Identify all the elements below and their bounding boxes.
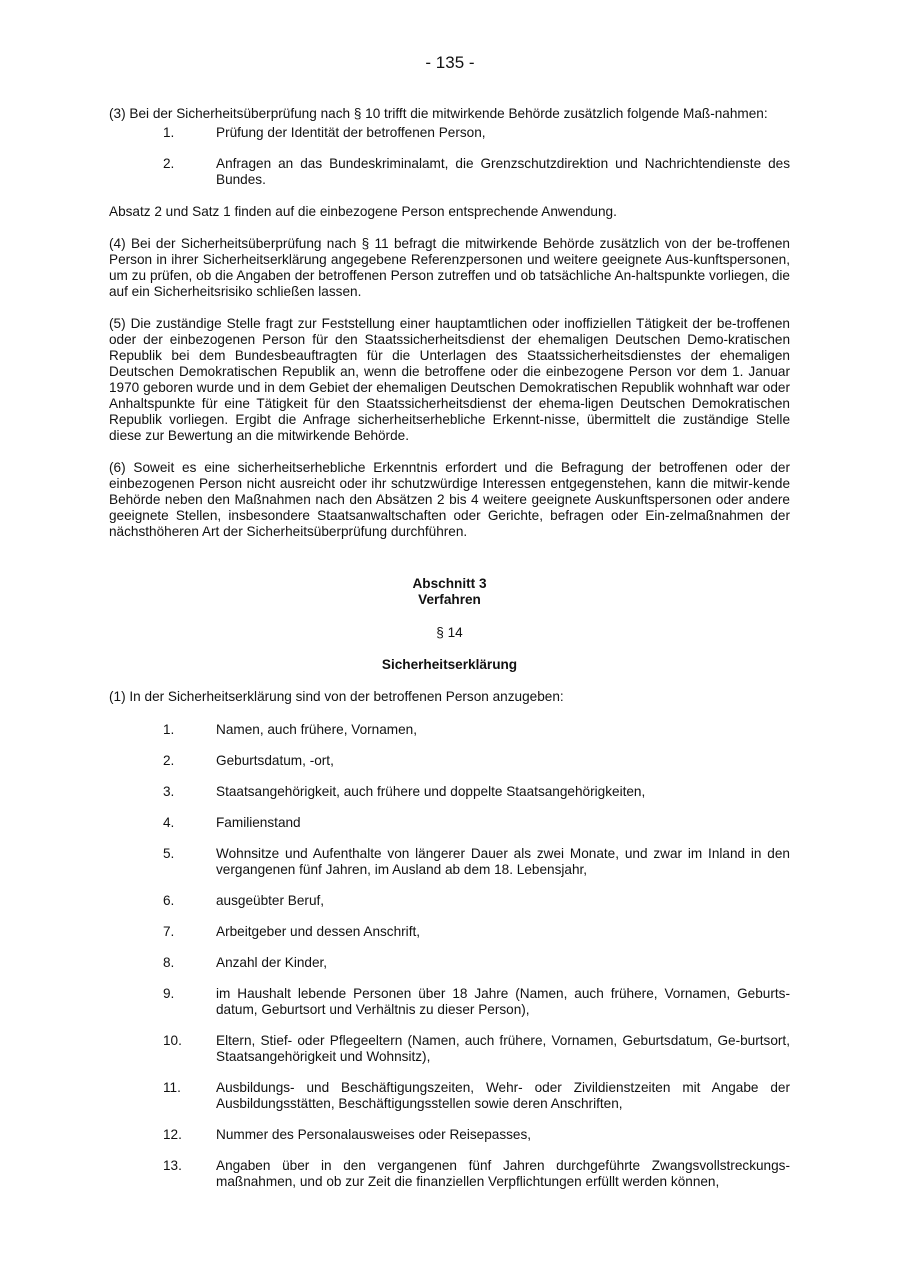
list-item-number: 11. — [163, 1080, 181, 1095]
section-title: Verfahren — [418, 592, 481, 607]
list-item-number: 1. — [163, 125, 175, 140]
list-item-text: Angaben über in den vergangenen fünf Jahren durchgeführte Zwangsvollstreckungs-maßnahmen, und ob zur Zeit die finanziellen Verpflichtungen erfüllt werden können, — [216, 1158, 790, 1189]
list-item-text: Eltern, Stief- oder Pflegeeltern (Namen, auch frühere, Vornamen, Geburtsdatum, Ge-burtsort, Staatsangehörigkeit und Wohnsitz), — [216, 1033, 790, 1064]
list-item-text: Anzahl der Kinder, — [216, 955, 328, 970]
list-item — [109, 753, 790, 769]
paragraph-5: (5) Die zuständige Stelle fragt zur Feststellung einer hauptamtlichen oder inoffiziellen Tätigkeit der be-troffenen oder der einbezogenen Person für den Staatssicherheitsdienst der ehemaligen Deutschen Demo-kratischen Republik bei dem Bundesbeauftragten für die Unterlagen des Staatssicherheitsdienstes der ehemaligen Deutschen Demokratischen Republik an, wenn die betroffene oder die einbezogene Person vor dem 1. Januar 1970 geboren wurde und in dem Gebiet der ehemaligen Deutschen Demokratischen Republik wohnhaft war oder Anhaltspunkte für eine Tätigkeit für den Staatssicherheitsdienst der ehema-ligen Deutschen Demokratischen Republik vorliegen. Ergibt die Anfrage sicherheitserhebliche Erkennt-nisse, übermittelt die zuständige Stelle diese zur Bewertung an die mitwirkende Behörde. — [109, 316, 790, 443]
list-item — [109, 722, 790, 738]
paragraph-14-1-list — [109, 722, 790, 1190]
page-content — [109, 106, 790, 1205]
list-item — [109, 986, 790, 1018]
paragraph-3-closing: Absatz 2 und Satz 1 finden auf die einbezogene Person entsprechende Anwendung. — [109, 204, 617, 219]
list-item-number: 6. — [163, 893, 175, 908]
list-item — [109, 784, 790, 800]
list-item-text: Wohnsitze und Aufenthalte von längerer Dauer als zwei Monate, und zwar im Inland in den vergangenen fünf Jahren, im Ausland ab dem 18. Lebensjahr, — [216, 846, 790, 877]
list-item-text: ausgeübter Beruf, — [216, 893, 325, 908]
list-item-text: Geburtsdatum, -ort, — [216, 753, 334, 768]
page-number: - 135 - — [425, 53, 475, 72]
list-item — [109, 1127, 790, 1143]
section-number: Abschnitt 3 — [412, 576, 487, 591]
paragraph-3-intro: (3) Bei der Sicherheitsüberprüfung nach § 10 trifft die mitwirkende Behörde zusätzlich folgende Maß-nahmen: — [109, 106, 768, 121]
list-item — [109, 924, 790, 940]
list-item-text: Familienstand — [216, 815, 301, 830]
list-item-number: 2. — [163, 753, 175, 768]
list-item — [109, 955, 790, 971]
list-item-number: 9. — [163, 986, 175, 1001]
list-item-text: Arbeitgeber und dessen Anschrift, — [216, 924, 421, 939]
list-item-number: 4. — [163, 815, 175, 830]
list-item-number: 7. — [163, 924, 175, 939]
list-item-text: Anfragen an das Bundeskriminalamt, die Grenzschutzdirektion und Nachrichtendienste des Bundes. — [216, 156, 790, 187]
paragraph-6: (6) Soweit es eine sicherheitserhebliche Erkenntnis erfordert und die Befragung der betroffenen oder der einbezogenen Person nicht ausreicht oder ihr schutzwürdige Interessen entgegenstehen, kann die mitwir-kende Behörde neben den Maßnahmen nach den Absätzen 2 bis 4 weitere geeignete Auskunftspersonen oder andere geeignete Stellen, insbesondere Staatsanwaltschaften oder Gerichte, befragen oder Ein-zelmaßnahmen der nächsthöheren Art der Sicherheitsüberprüfung durchführen. — [109, 460, 790, 539]
paragraph-title: Sicherheitserklärung — [381, 657, 518, 672]
list-item-number: 12. — [163, 1127, 182, 1142]
list-item-text: Namen, auch frühere, Vornamen, — [216, 722, 417, 737]
list-item-number: 5. — [163, 846, 175, 861]
section-heading — [109, 576, 790, 608]
list-item-text: Staatsangehörigkeit, auch frühere und doppelte Staatsangehörigkeiten, — [216, 784, 646, 799]
list-item-text: Nummer des Personalausweises oder Reisepasses, — [216, 1127, 532, 1142]
paragraph-4: (4) Bei der Sicherheitsüberprüfung nach § 11 befragt die mitwirkende Behörde zusätzlich von der be-troffenen Person in ihrer Sicherheitserklärung angegebene Referenzpersonen und weitere geeignete Aus-kunftspersonen, um zu prüfen, ob die Angaben der betroffenen Person zutreffen und ob tatsächliche An-haltspunkte vorliegen, die auf ein Sicherheitsrisiko schließen lassen. — [109, 236, 790, 299]
list-item-number: 1. — [163, 722, 175, 737]
list-item — [109, 1033, 790, 1065]
list-item — [109, 893, 790, 909]
list-item-text: im Haushalt lebende Personen über 18 Jahre (Namen, auch frühere, Vornamen, Geburts-datum, Geburtsort und Verhältnis zu dieser Person), — [216, 986, 790, 1017]
list-item — [109, 1158, 790, 1190]
list-item-number: 13. — [163, 1158, 182, 1173]
list-item — [109, 1080, 790, 1112]
list-item — [109, 846, 790, 878]
paragraph-14-1-intro: (1) In der Sicherheitserklärung sind von der betroffenen Person anzugeben: — [109, 689, 564, 704]
list-item — [109, 815, 790, 831]
list-item-number: 8. — [163, 955, 175, 970]
list-item-number: 2. — [163, 156, 175, 171]
list-item-text: Prüfung der Identität der betroffenen Person, — [216, 125, 486, 140]
paragraph-3-list — [109, 125, 790, 188]
list-item-number: 3. — [163, 784, 175, 799]
list-item-number: 10. — [163, 1033, 182, 1048]
list-item-text: Ausbildungs- und Beschäftigungszeiten, Wehr- oder Zivildienstzeiten mit Angabe der Ausbildungsstätten, Beschäftigungsstellen sowie deren Anschriften, — [216, 1080, 790, 1111]
list-item — [109, 156, 790, 188]
list-item — [109, 125, 790, 141]
paragraph-sign: § 14 — [436, 625, 463, 640]
